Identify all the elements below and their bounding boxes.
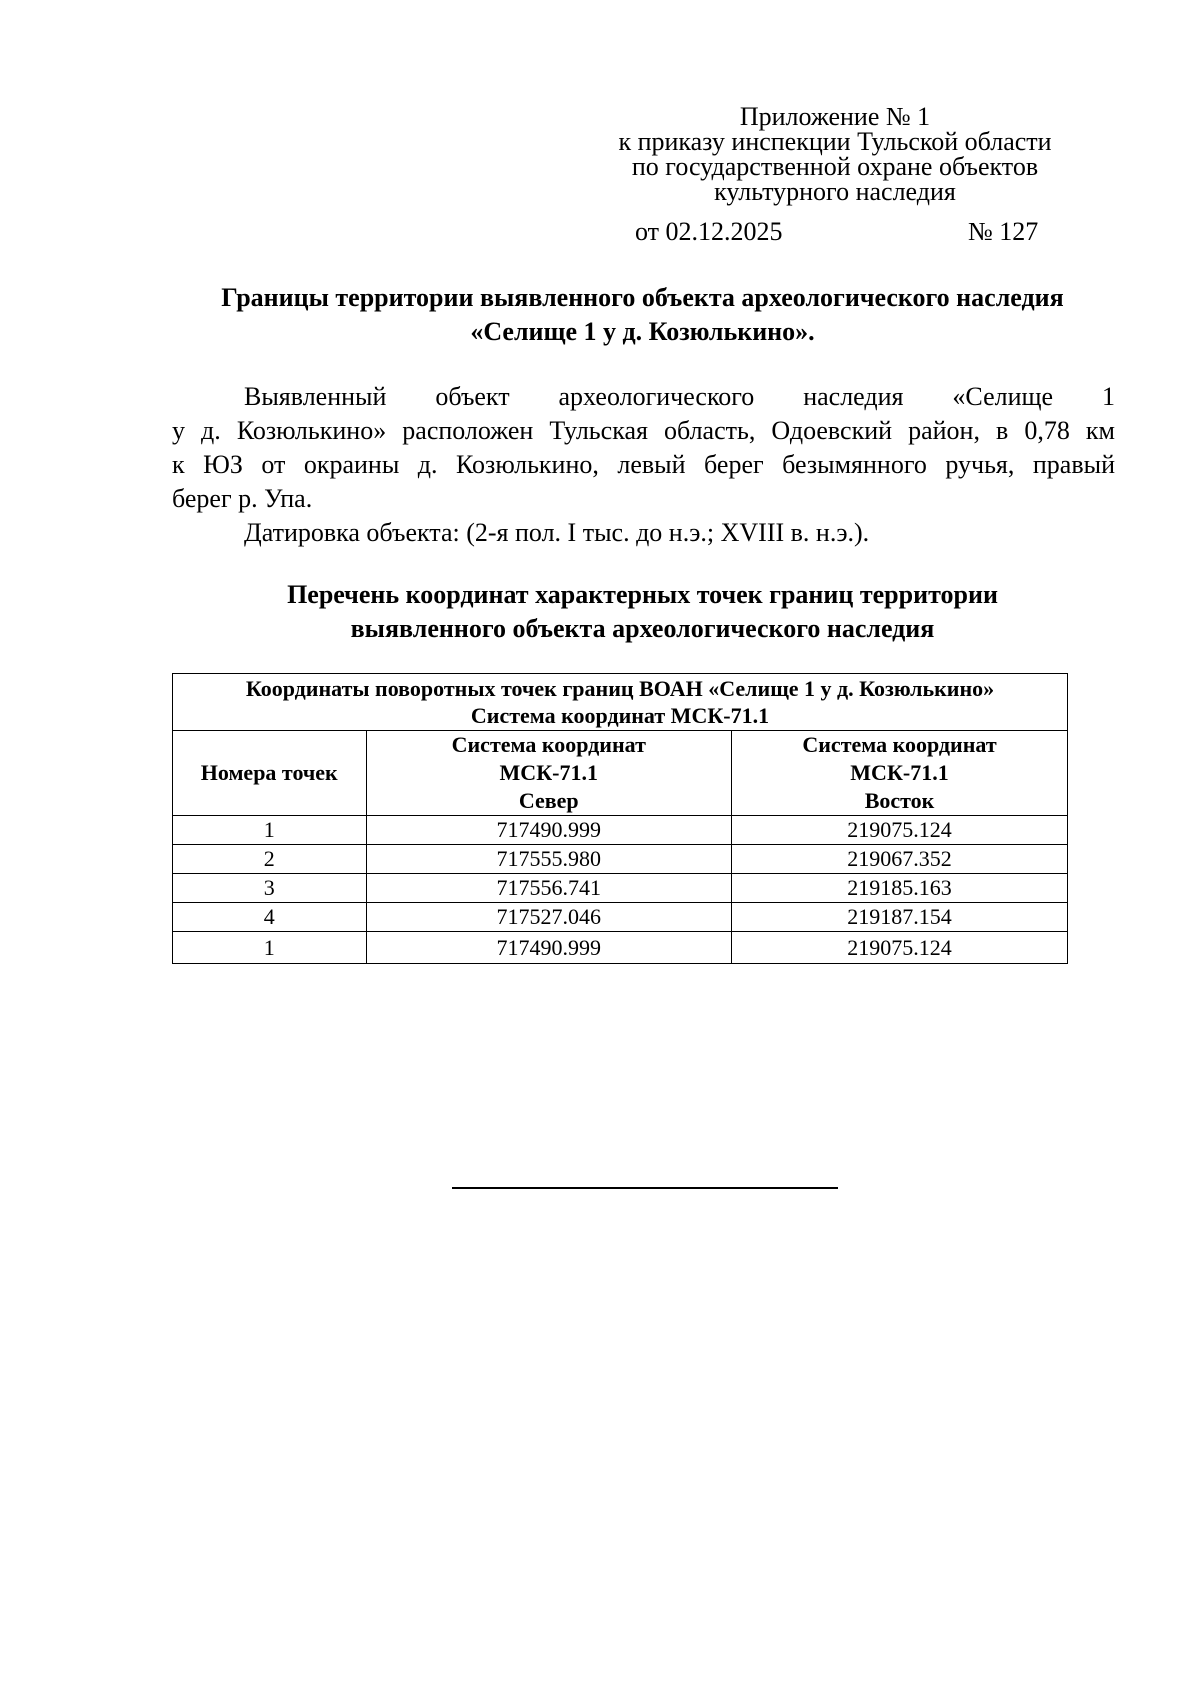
header-east-line-2: МСК-71.1 — [850, 760, 949, 785]
east-coordinate-cell: 219067.352 — [732, 845, 1068, 874]
north-coordinate-cell: 717490.999 — [366, 816, 732, 845]
header-east-line-3: Восток — [864, 788, 935, 813]
north-coordinate-cell: 717556.741 — [366, 874, 732, 903]
point-number-cell: 3 — [173, 874, 367, 903]
table-caption-line-1: Координаты поворотных точек границ ВОАН «Селище 1 у д. Козюлькино» — [245, 676, 995, 701]
header-point-numbers: Номера точек — [173, 731, 367, 816]
appendix-header — [590, 104, 1080, 204]
point-number-cell: 2 — [173, 845, 367, 874]
north-coordinate-cell: 717555.980 — [366, 845, 732, 874]
coordinates-list-title-line-1: Перечень координат характерных точек границ территории — [287, 580, 998, 609]
order-date: от 02.12.2025 — [635, 217, 783, 246]
appendix-title: Приложение № 1 — [739, 102, 931, 131]
object-dating: Датировка объекта: (2-я пол. I тыс. до н.э.; XVIII в. н.э.). — [244, 518, 870, 547]
coordinates-list-title — [170, 578, 1115, 646]
table-row — [173, 903, 1068, 932]
order-number: № 127 — [968, 217, 1039, 246]
appendix-order-ref-cont: по государственной охране объектов — [631, 152, 1039, 181]
east-coordinate-cell: 219185.163 — [732, 874, 1068, 903]
appendix-order-ref-end: культурного наследия — [714, 177, 956, 206]
east-coordinate-cell: 219187.154 — [732, 903, 1068, 932]
description-line-3: к ЮЗ от окраины д. Козюлькино, левый берег безымянного ручья, правый — [172, 450, 1115, 479]
object-description — [172, 380, 1115, 550]
east-coordinate-cell: 219075.124 — [732, 932, 1068, 964]
end-of-document-rule — [452, 1187, 838, 1189]
coordinates-list-title-line-2: выявленного объекта археологического наследия — [350, 614, 935, 643]
description-line-2: у д. Козюлькино» расположен Тульская область, Одоевский район, в 0,78 км — [172, 416, 1115, 445]
description-line-4: берег р. Упа. — [172, 484, 313, 513]
east-coordinate-cell: 219075.124 — [732, 816, 1068, 845]
document-title-line-2: «Селище 1 у д. Козюлькино». — [470, 317, 815, 346]
appendix-order-ref: к приказу инспекции Тульской области — [618, 127, 1052, 156]
point-number-cell: 4 — [173, 903, 367, 932]
north-coordinate-cell: 717527.046 — [366, 903, 732, 932]
table-row — [173, 932, 1068, 964]
header-north-line-3: Север — [518, 788, 579, 813]
point-number-cell: 1 — [173, 816, 367, 845]
header-east-line-1: Система координат — [802, 732, 997, 757]
header-north-line-2: МСК-71.1 — [499, 760, 598, 785]
table-caption-line-2: Система координат МСК-71.1 — [470, 703, 770, 728]
header-north — [366, 731, 732, 816]
header-east — [732, 731, 1068, 816]
coordinates-table — [172, 673, 1068, 964]
table-row — [173, 816, 1068, 845]
table-row — [173, 845, 1068, 874]
header-north-line-1: Система координат — [451, 732, 646, 757]
table-caption — [173, 674, 1068, 731]
table-row — [173, 874, 1068, 903]
document-title-line-1: Границы территории выявленного объекта археологического наследия — [221, 283, 1064, 312]
point-number-cell: 1 — [173, 932, 367, 964]
north-coordinate-cell: 717490.999 — [366, 932, 732, 964]
document-title — [170, 281, 1115, 349]
description-line-1: Выявленный объект археологического наследия «Селище 1 — [244, 382, 1115, 411]
